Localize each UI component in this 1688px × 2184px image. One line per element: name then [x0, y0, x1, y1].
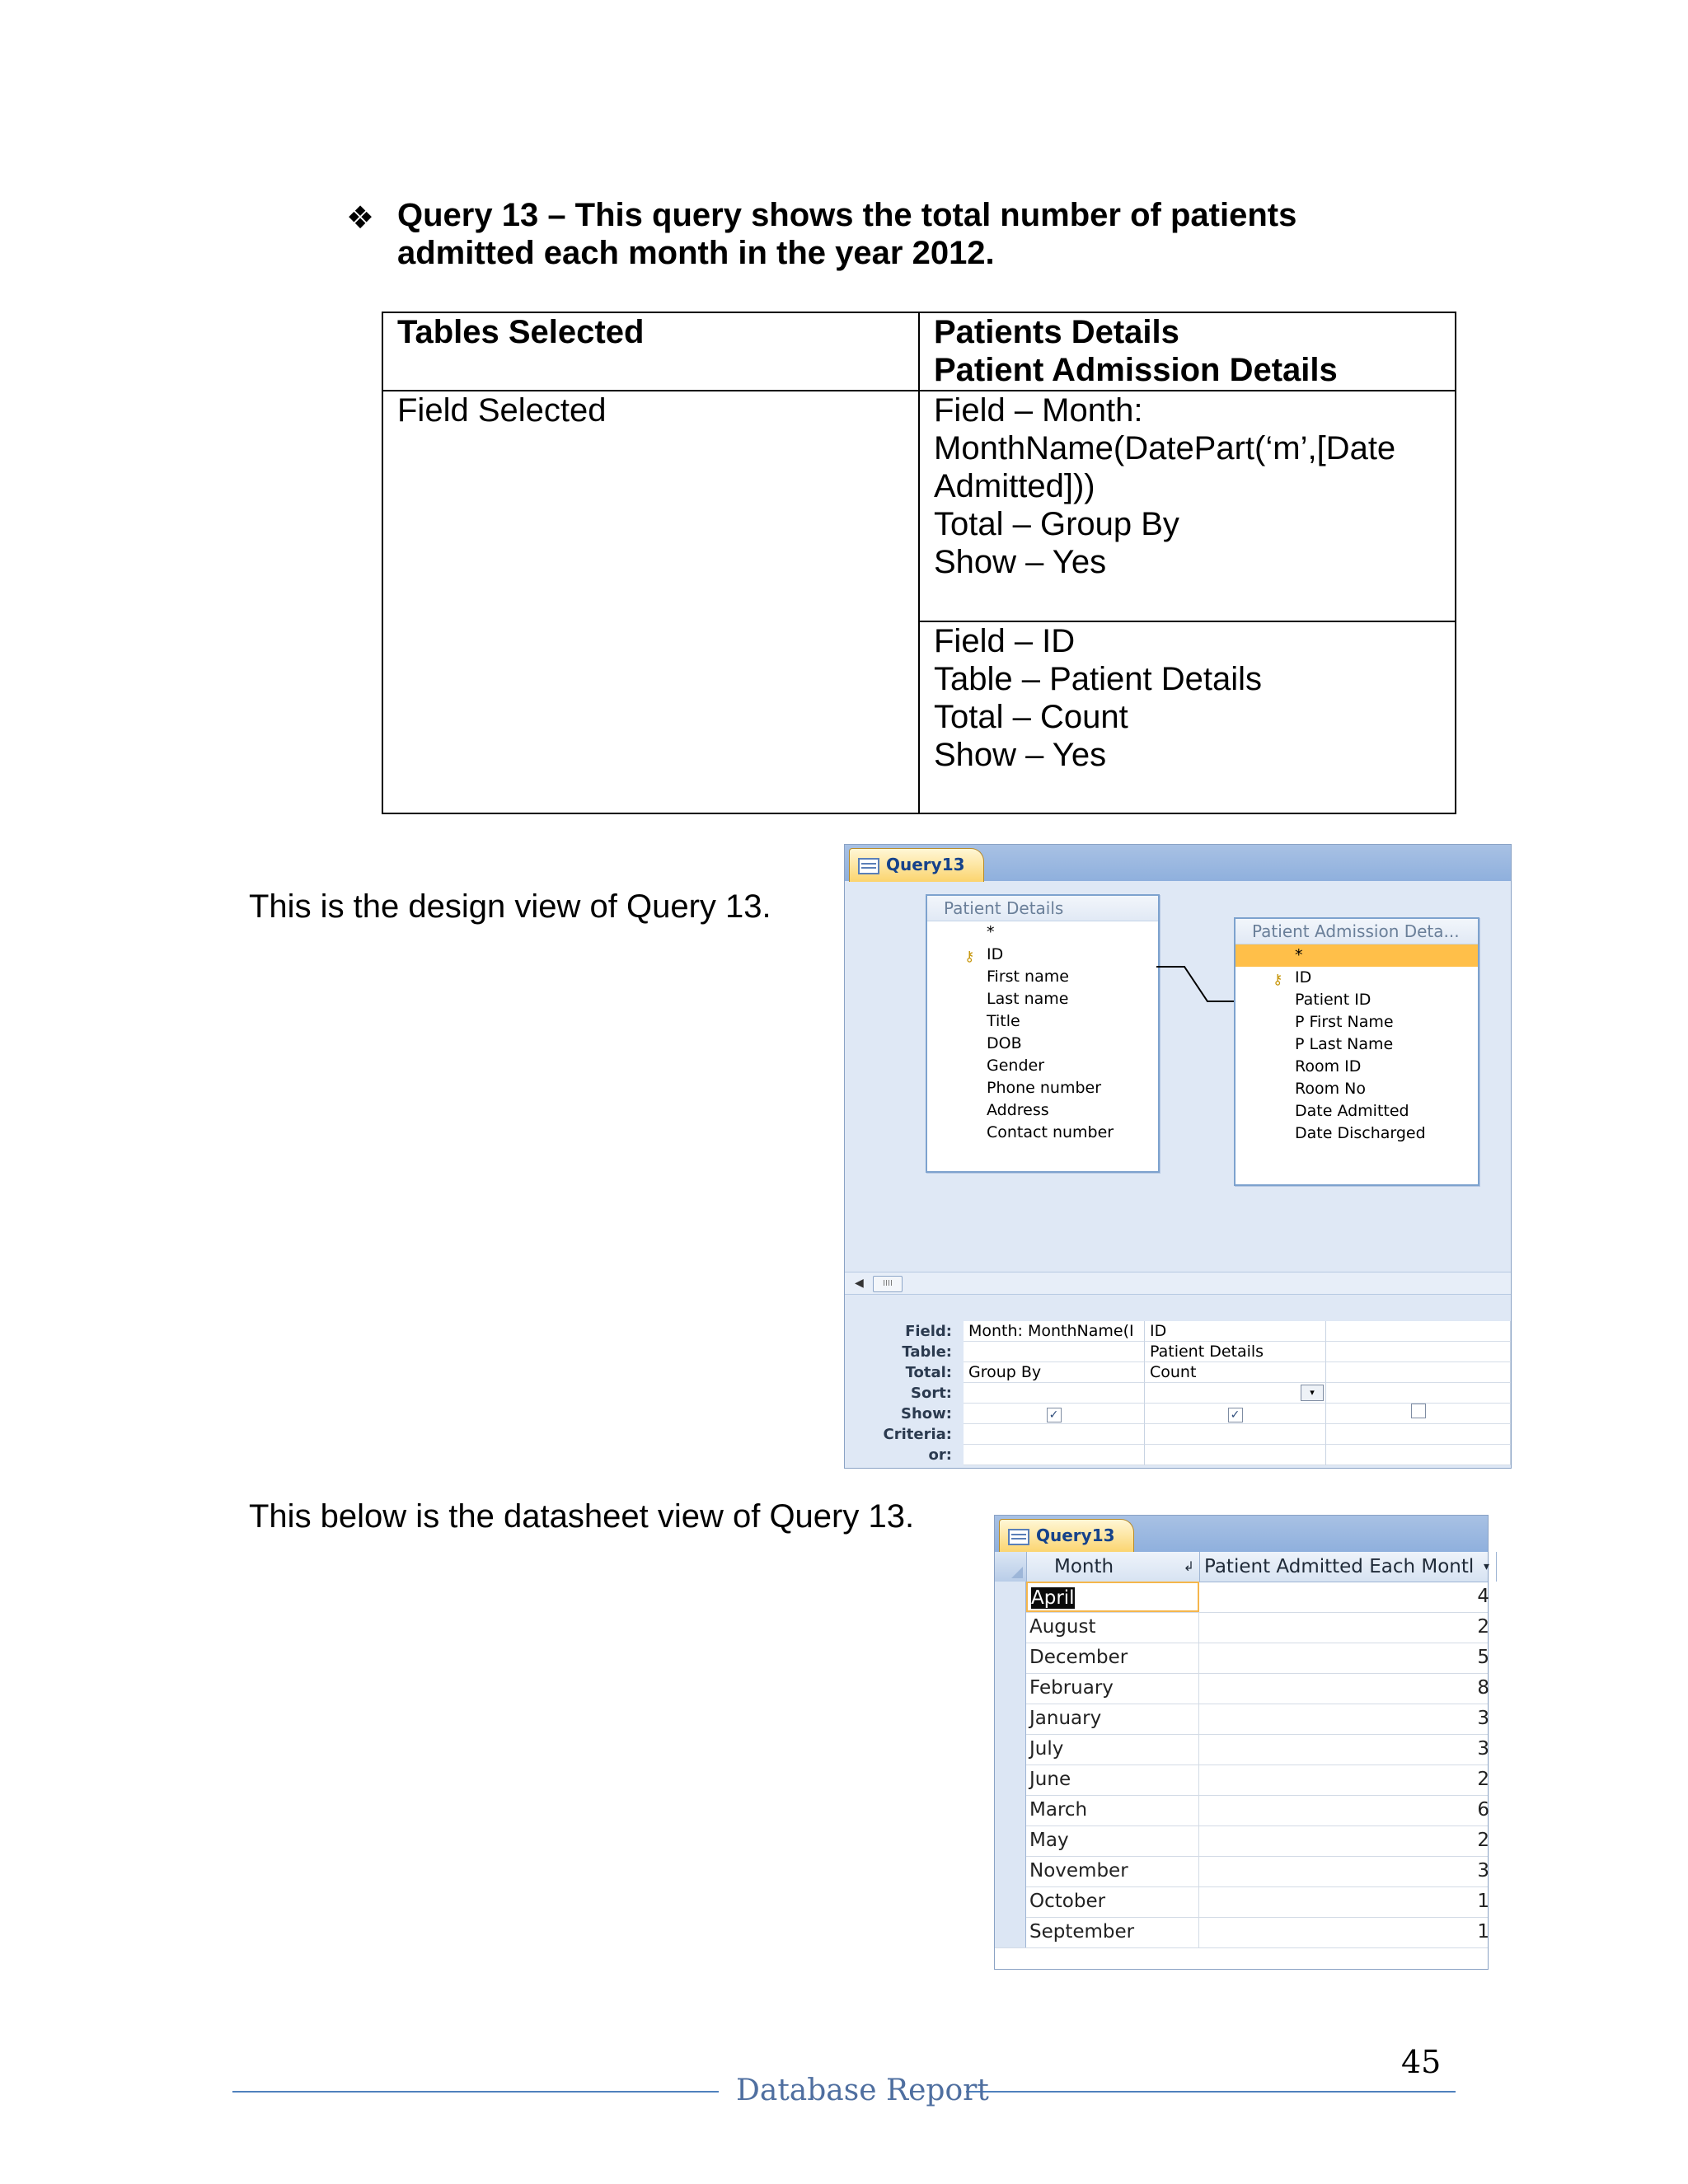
- diamond-bullet-icon: ❖: [346, 199, 375, 236]
- table-row[interactable]: [995, 1917, 1488, 1948]
- grid-col1-or[interactable]: [964, 1445, 1145, 1465]
- field-item[interactable]: First name: [987, 968, 1069, 986]
- table-row[interactable]: [995, 1886, 1488, 1918]
- grid-col3-or[interactable]: [1326, 1445, 1511, 1465]
- primary-key-icon: ⚷: [1273, 972, 1283, 988]
- row-selector[interactable]: [995, 1612, 1026, 1643]
- month-cell[interactable]: [1026, 1886, 1199, 1917]
- field-1-details: [919, 391, 1456, 621]
- month-cell[interactable]: [1026, 1673, 1199, 1704]
- count-cell[interactable]: 5: [1477, 1647, 1489, 1668]
- month-value: September: [1029, 1921, 1135, 1943]
- table-row[interactable]: [995, 1673, 1488, 1704]
- table-row[interactable]: [995, 1582, 1488, 1613]
- grid-col2-show[interactable]: [1145, 1404, 1326, 1424]
- count-cell[interactable]: 6: [1477, 1799, 1489, 1821]
- primary-key-icon: ⚷: [964, 949, 975, 965]
- grid-label-sort: Sort:: [910, 1385, 952, 1402]
- month-value: August: [1029, 1616, 1096, 1638]
- grid-label-or: or:: [928, 1446, 952, 1464]
- query-design-window: [844, 844, 1512, 1469]
- show-checkbox[interactable]: ✓: [1047, 1408, 1062, 1422]
- field-item[interactable]: Phone number: [987, 1079, 1102, 1097]
- grid-label-show: Show:: [901, 1405, 952, 1422]
- field-item-id[interactable]: [927, 944, 1158, 966]
- footer-rule-right: [966, 2091, 1456, 2093]
- query13-tab[interactable]: [999, 1519, 1134, 1553]
- count-cell[interactable]: 4: [1477, 1586, 1489, 1607]
- document-tab-bar: [995, 1516, 1488, 1552]
- field-item[interactable]: *: [987, 923, 995, 941]
- grid-row-labels: [845, 1303, 964, 1468]
- filter-dropdown-icon[interactable]: ▾: [1483, 1560, 1489, 1573]
- table-row[interactable]: [995, 1734, 1488, 1765]
- row-selector[interactable]: [995, 1917, 1026, 1947]
- month-cell[interactable]: [1026, 1704, 1199, 1734]
- tables-selected-value: [919, 312, 1456, 391]
- show-checkbox[interactable]: [1411, 1404, 1426, 1418]
- month-value: April: [1031, 1587, 1075, 1609]
- table-row[interactable]: [995, 1765, 1488, 1796]
- row-selector[interactable]: [995, 1825, 1026, 1856]
- grid-col1-field[interactable]: Month: MonthName(I: [964, 1321, 1145, 1342]
- show-checkbox[interactable]: ✓: [1228, 1408, 1243, 1422]
- tab-label: Query13: [1036, 1526, 1115, 1545]
- table-title[interactable]: Patient Admission Deta...: [1236, 919, 1478, 944]
- tables-selected-row: [382, 312, 1456, 391]
- month-cell[interactable]: [1026, 1582, 1199, 1612]
- table-row[interactable]: [995, 1856, 1488, 1887]
- grid-label-table: Table:: [902, 1343, 952, 1361]
- datasheet-header-row: [995, 1552, 1488, 1582]
- field-item[interactable]: P Last Name: [1295, 1035, 1394, 1053]
- table-row[interactable]: [995, 1704, 1488, 1735]
- horizontal-scrollbar[interactable]: [845, 1272, 1511, 1295]
- field-item[interactable]: Room No: [1295, 1080, 1366, 1098]
- query-info-table: [382, 312, 1456, 814]
- month-value: January: [1029, 1708, 1102, 1729]
- heading-text: [397, 196, 1386, 272]
- month-value: November: [1029, 1860, 1128, 1882]
- month-cell[interactable]: [1026, 1795, 1199, 1825]
- field-item[interactable]: Title: [987, 1012, 1020, 1030]
- row-selector[interactable]: [995, 1673, 1026, 1704]
- grid-label-total: Total:: [905, 1364, 952, 1381]
- grid-col3-total[interactable]: [1326, 1362, 1511, 1383]
- sort-ascending-icon[interactable]: ↲: [1183, 1558, 1194, 1574]
- row-selector[interactable]: [995, 1795, 1026, 1825]
- table-row[interactable]: [995, 1643, 1488, 1674]
- datasheet-view-caption: This below is the datasheet view of Query 13.: [249, 1498, 915, 1535]
- document-tab-bar: [845, 845, 1511, 881]
- table-name: Patient Admission Details: [934, 352, 1338, 388]
- count-cell[interactable]: 2: [1477, 1769, 1489, 1790]
- row-selector[interactable]: [995, 1704, 1026, 1734]
- field-detail-line: Table – Patient Details: [934, 661, 1263, 697]
- row-selector[interactable]: [995, 1643, 1026, 1673]
- field-2-details: [919, 621, 1456, 813]
- field-detail-line: MonthName(DatePart(‘m’,[Date: [934, 430, 1396, 466]
- header-label: Month: [1054, 1556, 1114, 1577]
- row-selector[interactable]: [995, 1886, 1026, 1917]
- footer-rule-left: [232, 2091, 719, 2093]
- count-cell[interactable]: 8: [1477, 1677, 1489, 1699]
- page-number: 45: [1401, 2044, 1442, 2080]
- month-value: May: [1029, 1830, 1069, 1851]
- month-cell[interactable]: [1026, 1612, 1199, 1643]
- table-name: Patients Details: [934, 314, 1179, 350]
- table-row[interactable]: [995, 1825, 1488, 1857]
- field-item[interactable]: Patient ID: [1295, 991, 1372, 1009]
- count-cell[interactable]: 3: [1477, 1708, 1489, 1729]
- month-cell[interactable]: [1026, 1825, 1199, 1856]
- month-value: October: [1029, 1891, 1106, 1912]
- count-cell[interactable]: 3: [1477, 1860, 1489, 1882]
- month-value: June: [1029, 1769, 1071, 1790]
- table-row[interactable]: [995, 1795, 1488, 1826]
- field-label: ID: [987, 945, 1004, 963]
- field-item-id[interactable]: [1236, 967, 1478, 989]
- month-cell[interactable]: [1026, 1917, 1199, 1947]
- query-icon: [858, 858, 879, 874]
- grid-col2-sort[interactable]: [1145, 1383, 1326, 1404]
- count-cell[interactable]: 1: [1477, 1921, 1489, 1943]
- heading-line-1: Query 13 – This query shows the total number of patients: [397, 197, 1297, 233]
- patient-details-table-box[interactable]: [926, 894, 1160, 1173]
- field-item[interactable]: DOB: [987, 1034, 1022, 1052]
- month-cell[interactable]: [1026, 1765, 1199, 1795]
- month-value: February: [1029, 1677, 1114, 1699]
- scroll-thumb[interactable]: IIII: [873, 1276, 903, 1292]
- grid-col3-criteria[interactable]: [1326, 1424, 1511, 1445]
- tab-label: Query13: [886, 855, 965, 874]
- grid-col1-show[interactable]: [964, 1404, 1145, 1424]
- month-value: March: [1029, 1799, 1088, 1821]
- scroll-left-arrow-icon[interactable]: ◀: [855, 1277, 864, 1290]
- query-icon: [1008, 1529, 1029, 1545]
- grid-col1-table[interactable]: [964, 1342, 1145, 1362]
- count-cell[interactable]: 2: [1477, 1616, 1489, 1638]
- grid-col1-sort[interactable]: [964, 1383, 1145, 1404]
- grid-col2-table[interactable]: Patient Details: [1145, 1342, 1326, 1362]
- field-detail-line: Total – Group By: [934, 506, 1179, 542]
- select-all-corner[interactable]: [995, 1552, 1027, 1582]
- grid-label-criteria: Criteria:: [883, 1426, 952, 1443]
- grid-col3-table[interactable]: [1326, 1342, 1511, 1362]
- field-selected-row: [382, 391, 1456, 621]
- row-selector[interactable]: [995, 1734, 1026, 1765]
- query13-tab[interactable]: [849, 848, 984, 882]
- field-label: ID: [1295, 968, 1312, 987]
- grid-col2-total[interactable]: Count: [1145, 1362, 1326, 1383]
- row-selector[interactable]: [995, 1856, 1026, 1886]
- column-header-count[interactable]: [1199, 1552, 1497, 1582]
- field-item[interactable]: P First Name: [1295, 1013, 1394, 1031]
- count-cell[interactable]: 3: [1477, 1738, 1489, 1760]
- grid-label-field: Field:: [905, 1323, 952, 1340]
- table-row[interactable]: [995, 1612, 1488, 1643]
- grid-col2-field[interactable]: ID: [1145, 1321, 1326, 1342]
- row-selector[interactable]: [995, 1582, 1026, 1612]
- sort-dropdown-icon[interactable]: ▾: [1301, 1385, 1324, 1401]
- field-selected-label: Field Selected: [382, 391, 919, 813]
- tables-selected-label: Tables Selected: [382, 312, 919, 391]
- footer-title: Database Report: [736, 2074, 989, 2107]
- field-detail-line: Show – Yes: [934, 737, 1107, 773]
- field-detail-line: Total – Count: [934, 699, 1128, 735]
- count-cell[interactable]: 1: [1477, 1891, 1489, 1912]
- month-cell[interactable]: [1026, 1856, 1199, 1886]
- field-item[interactable]: Gender: [987, 1057, 1045, 1075]
- heading-line-2: admitted each month in the year 2012.: [397, 235, 995, 271]
- grid-col2-or[interactable]: [1145, 1445, 1326, 1465]
- field-detail-line: Field – Month:: [934, 392, 1143, 429]
- count-cell[interactable]: 2: [1477, 1830, 1489, 1851]
- grid-col1-criteria[interactable]: [964, 1424, 1145, 1445]
- field-item[interactable]: Contact number: [987, 1123, 1114, 1141]
- grid-col3-show[interactable]: [1326, 1404, 1511, 1424]
- field-item-all-selected[interactable]: *: [1236, 944, 1478, 967]
- table-title[interactable]: Patient Details: [927, 896, 1158, 921]
- design-view-caption: This is the design view of Query 13.: [249, 888, 771, 925]
- month-value: July: [1029, 1738, 1064, 1760]
- header-label: Patient Admitted Each Montl: [1204, 1556, 1475, 1577]
- field-detail-line: Admitted])): [934, 468, 1095, 504]
- month-cell[interactable]: [1026, 1734, 1199, 1765]
- month-value: December: [1029, 1647, 1128, 1668]
- field-item[interactable]: Address: [987, 1101, 1049, 1119]
- grid-col3-field[interactable]: [1326, 1321, 1511, 1342]
- field-detail-line: Show – Yes: [934, 544, 1107, 580]
- field-item[interactable]: Room ID: [1295, 1057, 1362, 1076]
- field-item[interactable]: Date Discharged: [1295, 1124, 1426, 1142]
- field-detail-line: Field – ID: [934, 623, 1076, 659]
- query-datasheet-window: [994, 1515, 1489, 1970]
- row-selector[interactable]: [995, 1765, 1026, 1795]
- column-header-month[interactable]: [1026, 1552, 1200, 1582]
- query-design-grid: [845, 1303, 1511, 1468]
- field-item[interactable]: Date Admitted: [1295, 1102, 1409, 1120]
- grid-col3-sort[interactable]: [1326, 1383, 1511, 1404]
- grid-col2-criteria[interactable]: [1145, 1424, 1326, 1445]
- field-item[interactable]: Last name: [987, 990, 1069, 1008]
- month-cell[interactable]: [1026, 1643, 1199, 1673]
- grid-col1-total[interactable]: Group By: [964, 1362, 1145, 1383]
- patient-admission-table-box[interactable]: [1234, 917, 1479, 1186]
